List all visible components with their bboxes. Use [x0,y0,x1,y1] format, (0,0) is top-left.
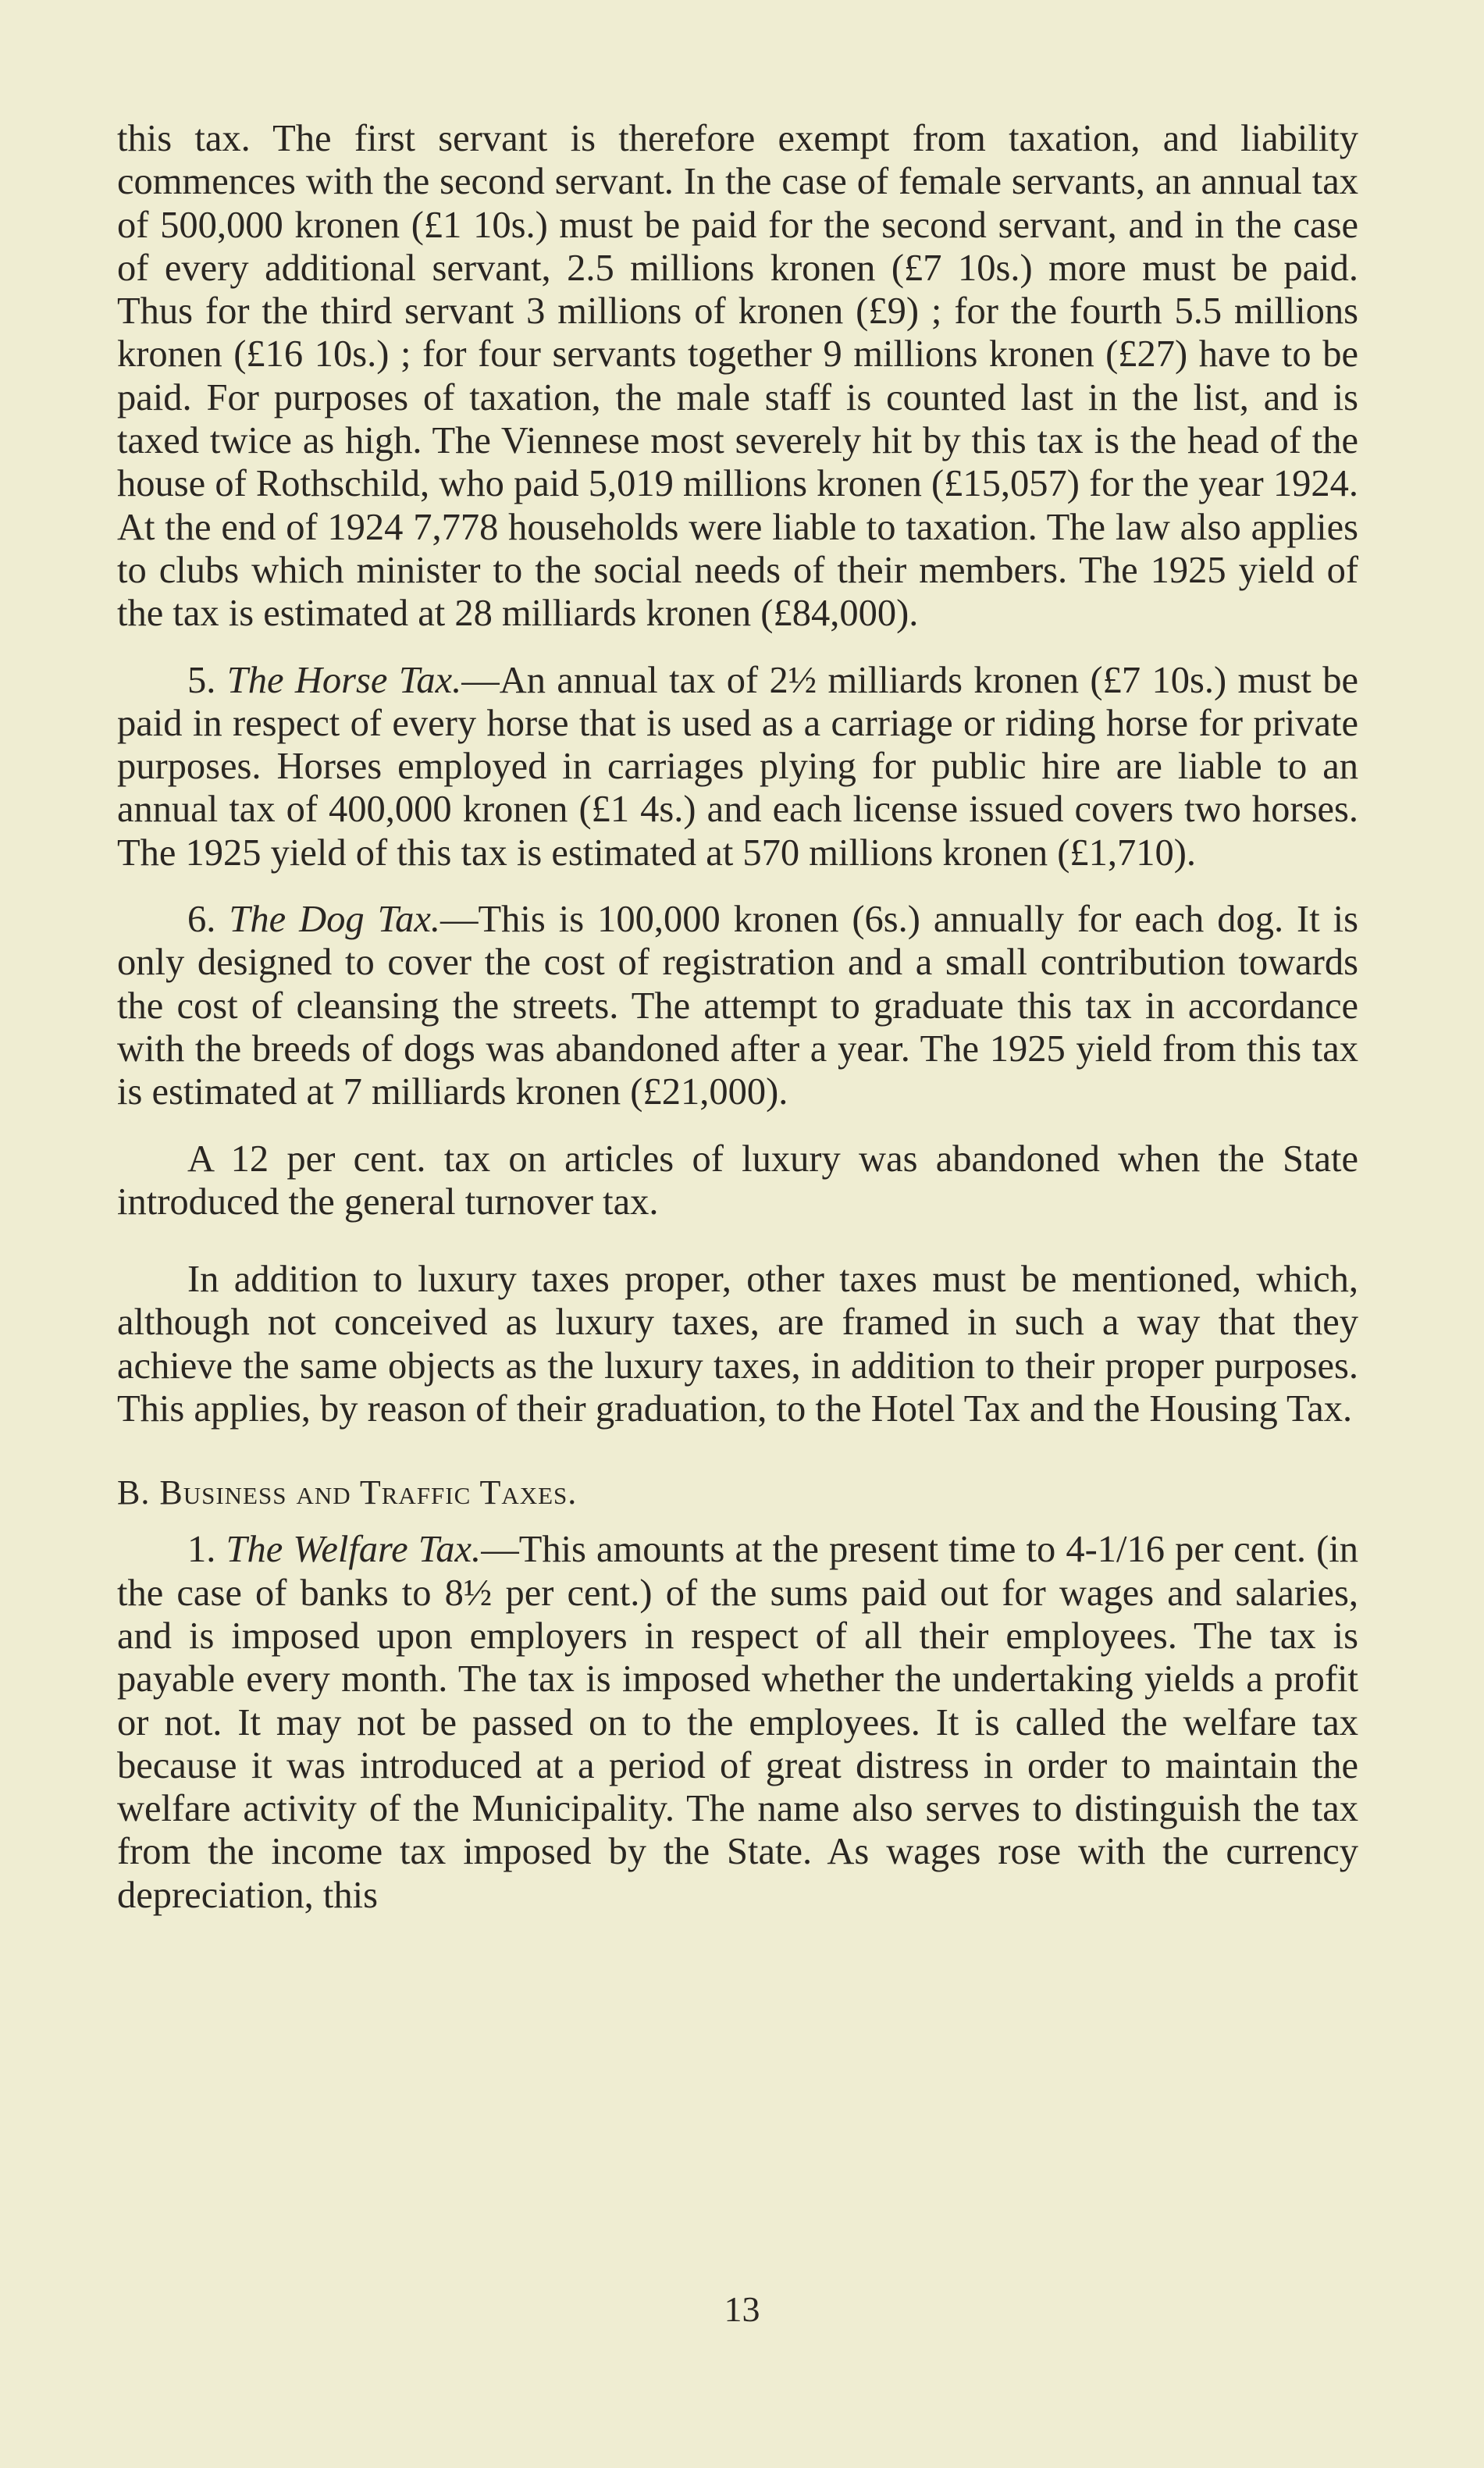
paragraph-horse-tax [117,659,1358,874]
item-text: —This amounts at the present time to 4-1/16 per cent. (in the case of banks to 8½ per cent.) of the sums paid out for wages and salaries, and is imposed upon employers in respect of all their employees. The tax is payable every month. The tax is imposed whether the undertaking yields a profit or not. It may not be passed on to the employees. It is called the welfare tax because it was introduced at a period of great distress in order to maintain the welfare activity of the Municipality. The name also serves to distinguish the tax from the income tax imposed by the State. As wages rose with the currency depreciation, this [117,1529,1359,1916]
item-text: —An annual tax of 2½ milliards kronen (£7 10s.) must be paid in respect of every horse that is used as a carriage or riding horse for private purposes. Horses employed in carriages plying for public hire are liable to an annual tax of 400,000 kronen (£1 4s.) and each license issued covers two horses. The 1925 yield of this tax is estimated at 570 millions kronen (£1,710). [117,659,1358,874]
paragraph-dog-tax [117,898,1358,1113]
item-title: The Horse Tax. [226,659,462,701]
item-number: 1. [187,1529,216,1571]
item-number: 5. [187,659,216,701]
page-body [117,117,1358,1917]
paragraph-servant-tax-continued: this tax. The first servant is therefore exempt from taxation, and liability commences with the second servant. In the case of female servants, an annual tax of 500,000 kronen (£1 10s.) must be paid for the second servant, and in the case of every additional servant, 2.5 millions kronen (£7 10s.) more must be paid. Thus for the third servant 3 millions of kronen (£9) ; for the fourth 5.5 millions kronen (£16 10s.) ; for four servants together 9 millions kronen (£27) have to be paid. For purposes of taxation, the male staff is counted last in the list, and is taxed twice as high. The Viennese most severely hit by this tax is the head of the house of Rothschild, who paid 5,019 millions kronen (£15,057) for the year 1924. At the end of 1924 7,778 households were liable to taxation. The law also applies to clubs which minister to the social needs of their members. The 1925 yield of the tax is estimated at 28 milliards kronen (£84,000). [117,118,1358,635]
item-number: 6. [187,899,216,941]
item-title: The Welfare Tax. [226,1529,482,1571]
item-title: The Dog Tax. [229,899,441,941]
item-text: —This is 100,000 kronen (6s.) annually for each dog. It is only designed to cover the cost of registration and a small contribution towards the cost of cleansing the streets. The attempt to graduate this tax in accordance with the breeds of dogs was abandoned after a year. The 1925 yield from this tax is estimated at 7 milliards kronen (£21,000). [117,899,1359,1113]
page-number: 13 [724,2289,760,2329]
paragraph-other-taxes: In addition to luxury taxes proper, other taxes must be mentioned, which, although not conceived as luxury taxes, are framed in such a way that they achieve the same objects as the luxury taxes, in addition to their proper purposes. This applies, by reason of their graduation, to the Hotel Tax and the Housing Tax. [117,1259,1358,1430]
paragraph-luxury-articles-tax: A 12 per cent. tax on articles of luxury was abandoned when the State introduced the general turnover tax. [117,1138,1358,1223]
paragraph-welfare-tax [117,1528,1358,1917]
section-heading: B. Business and Traffic Taxes. [117,1473,578,1512]
